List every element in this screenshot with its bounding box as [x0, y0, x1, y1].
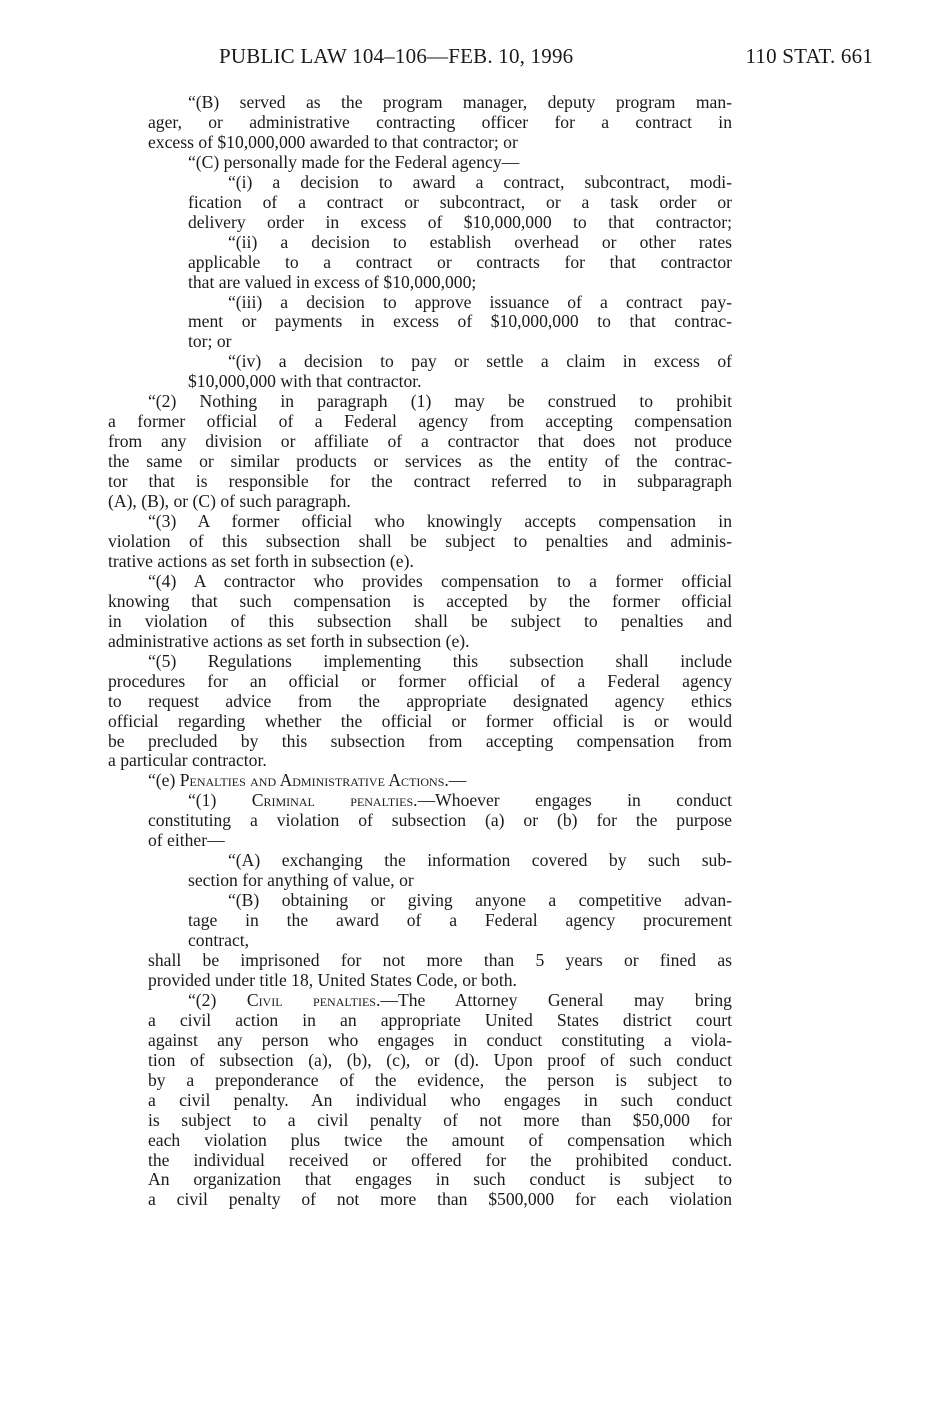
header-page-number: 110 STAT. 661 [745, 44, 873, 68]
text-line: each violation plus twice the amount of compensation which [148, 1129, 732, 1150]
text-line: the same or similar products or services as the entity of the contrac- [108, 451, 732, 472]
text-line: “(5) Regulations implementing this subsection shall include [148, 650, 732, 671]
line-text: .— [444, 770, 467, 791]
statute-text [108, 93, 732, 1210]
section-heading: Civil penalties [246, 989, 376, 1010]
text-line: ment or payments in excess of $10,000,000 to that contrac- [188, 311, 732, 332]
text-line: procedures for an official or former official of a Federal agency [108, 670, 732, 691]
text-line: section for anything of value, or [188, 870, 414, 891]
text-line: “(C) personally made for the Federal agency— [188, 151, 520, 172]
text-line: a former official of a Federal agency from accepting compensation [108, 411, 732, 432]
text-line: “(3) A former official who knowingly accepts compensation in [148, 511, 732, 532]
text-line: “(iii) a decision to approve issuance of a contract pay- [228, 291, 732, 312]
text-line: a particular contractor. [108, 750, 267, 771]
text-line: constituting a violation of subsection (a) or (b) for the purpose [148, 810, 732, 831]
text-line: $10,000,000 with that contractor. [188, 371, 422, 392]
text-line: “(i) a decision to award a contract, subcontract, modi- [228, 171, 732, 192]
running-header [147, 44, 873, 74]
text-line: An organization that engages in such conduct is subject to [148, 1169, 732, 1190]
line-prefix: “(e) [148, 770, 180, 791]
text-line: (A), (B), or (C) of such paragraph. [108, 491, 351, 512]
text-line: is subject to a civil penalty of not more than $50,000 for [148, 1109, 732, 1130]
text-line: delivery order in excess of $10,000,000 to that contractor; [188, 211, 732, 232]
text-line: in violation of this subsection shall be subject to penalties and [108, 610, 732, 631]
text-line: contract, [188, 930, 250, 951]
text-line: a civil penalty. An individual who engages in such conduct [148, 1089, 732, 1110]
text-line: a civil penalty of not more than $500,000 for each violation [148, 1189, 732, 1210]
text-line: violation of this subsection shall be subject to penalties and adminis- [108, 530, 732, 551]
text-line [148, 771, 732, 791]
text-line: a civil action in an appropriate United States district court [148, 1009, 732, 1030]
text-line: tion of subsection (a), (b), (c), or (d). Upon proof of such conduct [148, 1049, 732, 1070]
text-line: the individual received or offered for the prohibited conduct. [148, 1149, 732, 1170]
text-line: official regarding whether the official or former official is or would [108, 710, 732, 731]
line-prefix: “(2) [188, 989, 247, 1010]
line-prefix: “(1) [188, 790, 252, 811]
text-line [188, 991, 732, 1011]
text-line: excess of $10,000,000 awarded to that contractor; or [148, 131, 518, 152]
text-line: be precluded by this subsection from accepting compensation from [108, 730, 732, 751]
text-line: “(4) A contractor who provides compensation to a former official [148, 570, 732, 591]
text-line: of either— [148, 830, 225, 851]
text-line: trative actions as set forth in subsection (e). [108, 550, 414, 571]
text-line: tor; or [188, 331, 232, 352]
line-text: .—Whoever engages in conduct [413, 790, 732, 811]
text-line: “(A) exchanging the information covered by such sub- [228, 850, 732, 871]
section-heading: Penalties and Administrative Actions [179, 770, 445, 791]
text-line: “(B) obtaining or giving anyone a competitive advan- [228, 890, 732, 911]
line-text: .—The Attorney General may bring [375, 989, 732, 1010]
text-line: tage in the award of a Federal agency procurement [188, 910, 732, 931]
text-line: “(ii) a decision to establish overhead or other rates [228, 231, 732, 252]
text-line: to request advice from the appropriate designated agency ethics [108, 690, 732, 711]
section-heading: Criminal penalties [251, 790, 414, 811]
text-line: by a preponderance of the evidence, the person is subject to [148, 1069, 732, 1090]
text-line: provided under title 18, United States Code, or both. [148, 969, 517, 990]
text-line: “(B) served as the program manager, deputy program man- [188, 92, 732, 112]
text-line: fication of a contract or subcontract, or a task order or [188, 191, 732, 212]
text-line [188, 791, 732, 811]
text-line: applicable to a contract or contracts for that contractor [188, 251, 732, 272]
text-line: “(2) Nothing in paragraph (1) may be construed to prohibit [148, 391, 732, 412]
text-line: “(iv) a decision to pay or settle a claim in excess of [228, 351, 732, 372]
text-line: shall be imprisoned for not more than 5 years or fined as [148, 949, 732, 970]
text-line: that are valued in excess of $10,000,000; [188, 271, 477, 292]
text-line: tor that is responsible for the contract referred to in subparagraph [108, 471, 732, 492]
text-line: from any division or affiliate of a contractor that does not produce [108, 431, 732, 452]
text-line: administrative actions as set forth in subsection (e). [108, 630, 470, 651]
text-line: against any person who engages in conduct constituting a viola- [148, 1029, 732, 1050]
text-line: knowing that such compensation is accepted by the former official [108, 590, 732, 611]
text-line: ager, or administrative contracting officer for a contract in [148, 111, 732, 132]
header-law-citation: PUBLIC LAW 104–106—FEB. 10, 1996 [219, 44, 574, 68]
